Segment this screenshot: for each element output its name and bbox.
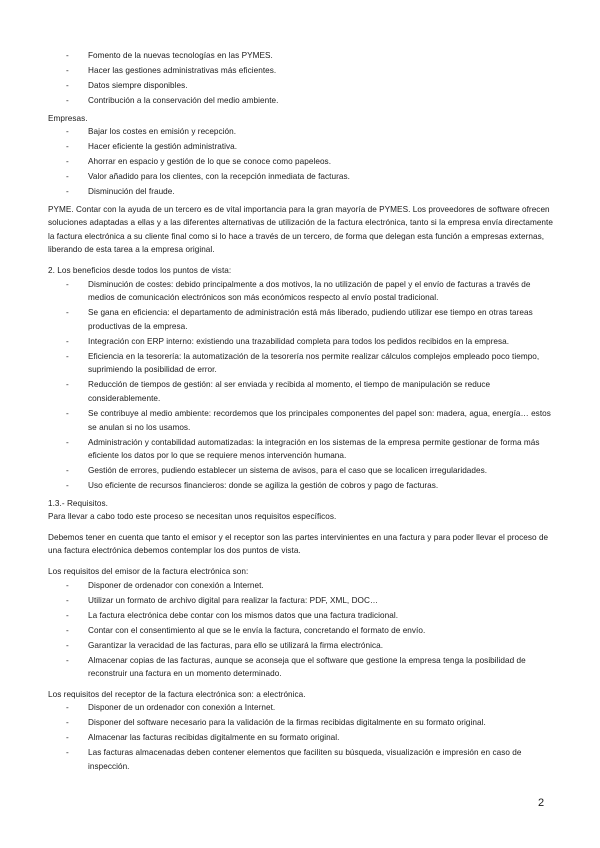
list-item: - Reducción de tiempos de gestión: al ser enviada y recibida al momento, el tiempo de manipulación se reduce considerablemente. bbox=[48, 378, 558, 405]
list-item: - Se contribuye al medio ambiente: recordemos que los principales componentes del papel son: madera, agua, energía… estos se anulan si no los usamos. bbox=[48, 407, 558, 434]
list-item: - Gestión de errores, pudiendo establecer un sistema de avisos, para el caso que se localicen irregularidades. bbox=[48, 464, 558, 478]
list-item: - Se gana en eficiencia: el departamento de administración está más liberado, pudiendo utilizar ese tiempo en otras tareas productivas de la empresa. bbox=[48, 306, 558, 333]
list-item: - Administración y contabilidad automatizadas: la integración en los sistemas de la empresa permite gestionar de forma más eficiente los datos por lo que se requiere menos intervención humana. bbox=[48, 436, 558, 463]
list-item: - Ahorrar en espacio y gestión de lo que se conoce como papeleos. bbox=[48, 155, 558, 169]
requisitos-intro: Para llevar a cabo todo este proceso se necesitan unos requisitos específicos. bbox=[48, 512, 337, 522]
page-content bbox=[48, 49, 558, 775]
receptor-heading: Los requisitos del receptor de la factura electrónica son: a electrónica. bbox=[48, 689, 306, 699]
empresas-list bbox=[48, 125, 558, 199]
list-item: - Datos siempre disponibles. bbox=[48, 79, 558, 93]
list-item: - Fomento de la nuevas tecnologías en las PYMES. bbox=[48, 49, 558, 63]
list-item: - Hacer las gestiones administrativas más eficientes. bbox=[48, 64, 558, 78]
list-item: - Integración con ERP interno: existiendo una trazabilidad completa para todos los pedidos recibidos en la empresa. bbox=[48, 335, 558, 349]
page-number: 2 bbox=[538, 797, 545, 809]
list-item: - Disponer de un ordenador con conexión a Internet. bbox=[48, 701, 558, 715]
list-item: - Contribución a la conservación del medio ambiente. bbox=[48, 94, 558, 108]
list-item: - Disponer del software necesario para la validación de la firmas recibidas digitalmente en su formato original. bbox=[48, 716, 558, 730]
list-item: - Hacer eficiente la gestión administrativa. bbox=[48, 140, 558, 154]
list-item: - Uso eficiente de recursos financieros: donde se agiliza la gestión de cobros y pago de facturas. bbox=[48, 479, 558, 493]
empresas-heading: Empresas. bbox=[48, 113, 88, 123]
requisitos-heading: 1.3.- Requisitos. bbox=[48, 498, 109, 508]
beneficios-list bbox=[48, 278, 558, 493]
list-item: - Eficiencia en la tesorería: la automatización de la tesorería nos permite realizar cálculos complejos empleado poco tiempo, suprimiendo la posibilidad de error. bbox=[48, 350, 558, 377]
beneficios-heading: 2. Los beneficios desde todos los puntos de vista: bbox=[48, 266, 232, 276]
list-item: - Disponer de ordenador con conexión a Internet. bbox=[48, 579, 558, 593]
list-item: - Utilizar un formato de archivo digital para realizar la factura: PDF, XML, DOC… bbox=[48, 594, 558, 608]
benefits-list-general bbox=[48, 49, 558, 108]
list-item: - Almacenar copias de las facturas, aunque se aconseja que el software que gestione la empresa tenga la posibilidad de reconstruir una factura en un momento determinado. bbox=[48, 654, 558, 681]
list-item: - Disminución del fraude. bbox=[48, 185, 558, 199]
receptor-list bbox=[48, 701, 558, 773]
requisitos-paragraph: Debemos tener en cuenta que tanto el emisor y el receptor son las partes intervinientes en una factura y para poder llevar el proceso de una factura electrónica debemos contemplar los dos puntos de vista. bbox=[48, 532, 549, 556]
list-item: - Las facturas almacenadas deben contener elementos que faciliten su búsqueda, visualización e impresión en caso de inspección. bbox=[48, 746, 558, 773]
list-item: - Garantizar la veracidad de las facturas, para ello se utilizará la firma electrónica. bbox=[48, 639, 558, 653]
emisor-list bbox=[48, 579, 558, 681]
emisor-heading: Los requisitos del emisor de la factura electrónica son: bbox=[48, 567, 249, 577]
list-item: - Almacenar las facturas recibidas digitalmente en su formato original. bbox=[48, 731, 558, 745]
list-item: - La factura electrónica debe contar con los mismos datos que una factura tradicional. bbox=[48, 609, 558, 623]
list-item: - Valor añadido para los clientes, con la recepción inmediata de facturas. bbox=[48, 170, 558, 184]
list-item: - Disminución de costes: debido principalmente a dos motivos, la no utilización de papel y el envío de facturas a través de medios de comunicación electrónicos son más económicos respecto al envío postal tradicional. bbox=[48, 278, 558, 305]
pyme-paragraph: PYME. Contar con la ayuda de un tercero es de vital importancia para la gran mayoría de PYMES. Los proveedores de software ofrecen soluciones adaptadas a ellas y a las diferentes alternativas de utilización de la factura electrónica, tanto si la empresa envía directamente la factura electrónica a su cliente final como si lo hace a través de un tercero, de forma que delegan esta función a empresas externas, liberando de esta tarea a la empresa original. bbox=[48, 204, 553, 255]
list-item: - Bajar los costes en emisión y recepción. bbox=[48, 125, 558, 139]
list-item: - Contar con el consentimiento al que se le envía la factura, concretando el formato de envío. bbox=[48, 624, 558, 638]
